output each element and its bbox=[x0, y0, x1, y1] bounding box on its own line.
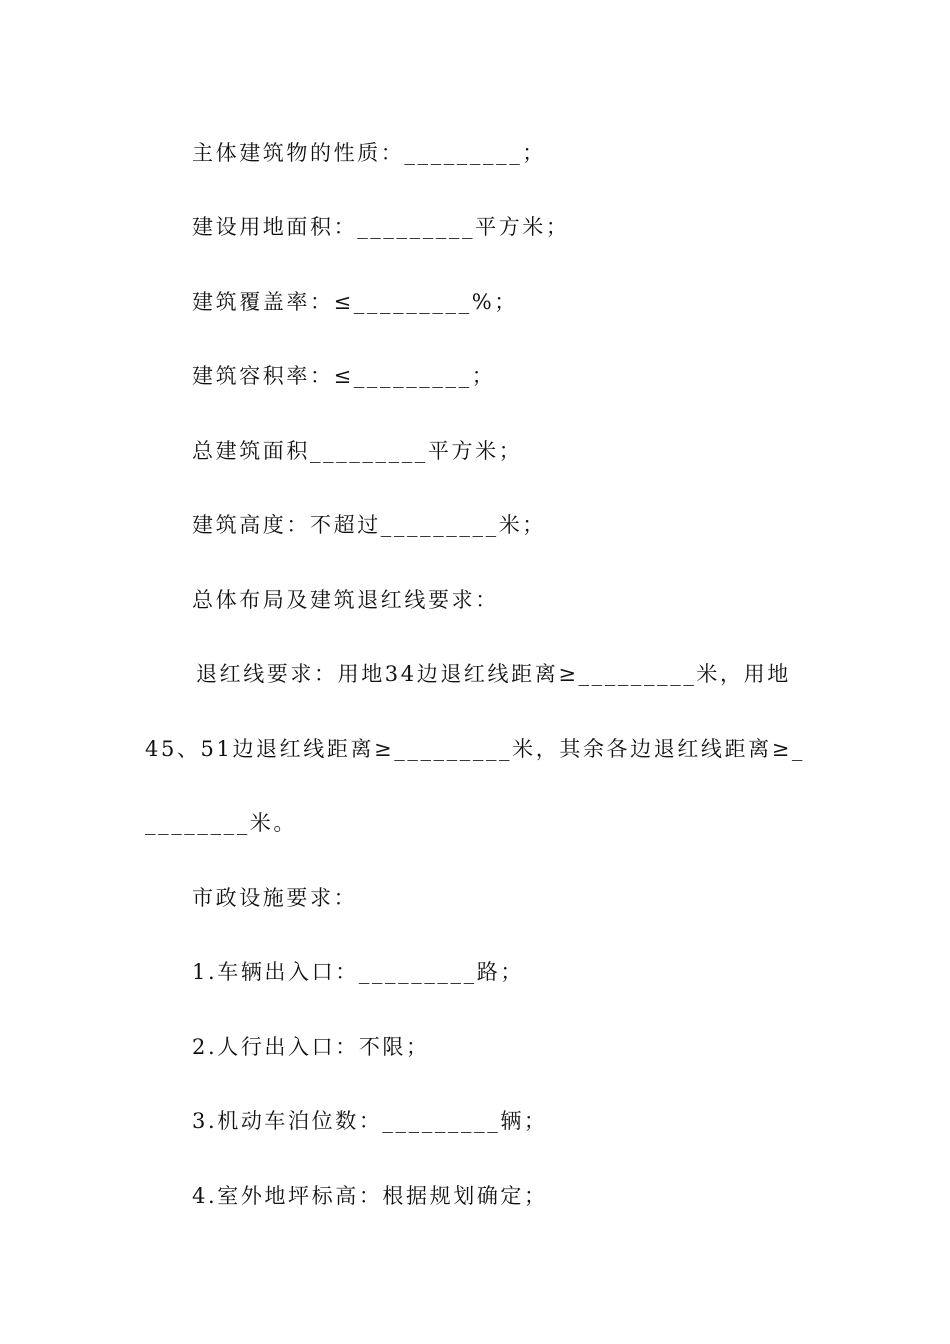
line-setback-requirement-1: 退红线要求：用地34边退红线距离≥_________米，用地 bbox=[196, 662, 791, 686]
line-vehicle-entrance: 1.车辆出入口：_________路； bbox=[192, 960, 524, 984]
line-parking-spaces: 3.机动车泊位数：_________辆； bbox=[192, 1109, 548, 1133]
line-total-floor-area: 总建筑面积_________平方米； bbox=[192, 439, 523, 463]
line-layout-setback-heading: 总体布局及建筑退红线要求： bbox=[192, 588, 499, 612]
line-building-height: 建筑高度：不超过_________米； bbox=[192, 513, 546, 537]
line-pedestrian-entrance: 2.人行出入口：不限； bbox=[192, 1035, 430, 1059]
line-setback-requirement-3: ________米。 bbox=[145, 811, 297, 835]
line-ground-elevation: 4.室外地坪标高：根据规划确定； bbox=[192, 1184, 548, 1208]
line-plot-ratio: 建筑容积率：≤_________； bbox=[192, 364, 496, 388]
line-setback-requirement-2: 45、51边退红线距离≥_________米，其余各边退红线距离≥_ bbox=[145, 737, 806, 761]
line-land-area: 建设用地面积：_________平方米； bbox=[192, 215, 570, 239]
line-coverage-rate: 建筑覆盖率：≤_________%； bbox=[192, 290, 518, 314]
line-municipal-heading: 市政设施要求： bbox=[192, 886, 358, 910]
line-building-nature: 主体建筑物的性质：_________； bbox=[192, 141, 546, 165]
